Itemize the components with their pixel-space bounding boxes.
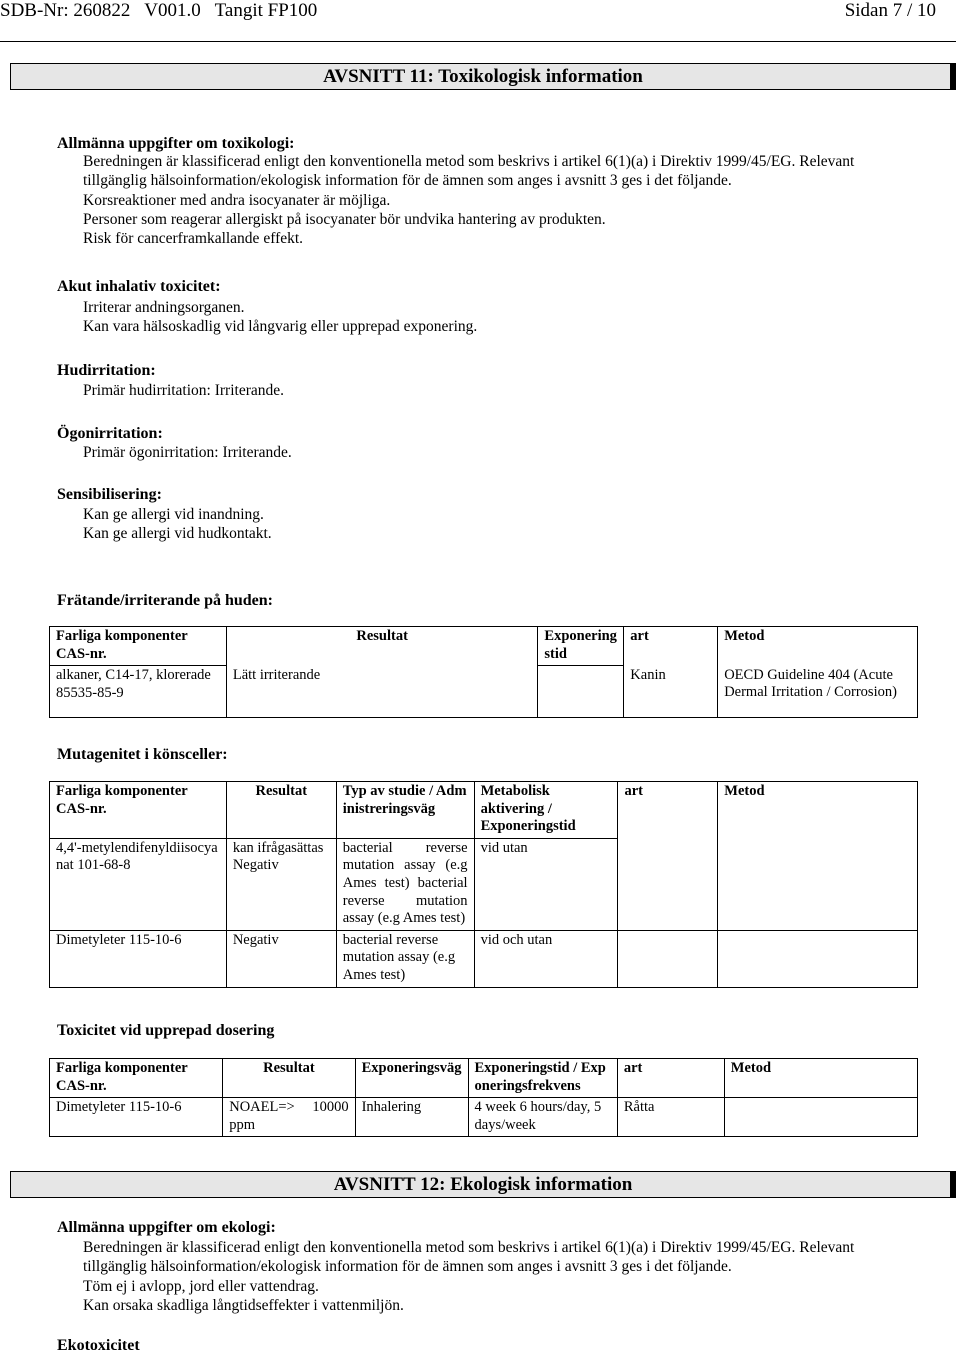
text-line: tillgänglig hälsoinformation/ekologisk information för de ämnen som anges i avsnitt 3 ges i det följande. (83, 172, 732, 190)
header-cell: Resultat (223, 1059, 355, 1098)
text-line: Korsreaktioner med andra isocyanater är möjliga. (83, 191, 391, 209)
table-cell: vid och utan (474, 930, 618, 987)
title-bar-shadow (950, 64, 955, 89)
table-header-row (50, 782, 918, 839)
header-cell: Farliga komponenter CAS-nr. (50, 627, 227, 666)
table-cell: Dimetyleter 115-10-6 (50, 930, 227, 987)
page-number: Sidan 7 / 10 (844, 0, 936, 21)
header-cell: Resultat (226, 627, 538, 666)
table-row (50, 666, 918, 718)
section-12-title: AVSNITT 12: Ekologisk information (333, 1174, 633, 1195)
corrosive-heading: Frätande/irriterande på huden: (57, 592, 273, 609)
text-line: Kan ge allergi vid hudkontakt. (83, 525, 272, 543)
header-cell: Metod (718, 627, 918, 666)
table-cell (724, 1098, 917, 1137)
section-11-title-bar (10, 63, 956, 90)
header-cell: art (617, 1059, 724, 1098)
table-cell: alkaner, C14-17, klorerade 85535-85-9 (50, 666, 227, 718)
section-11-title: AVSNITT 11: Toxikologisk information (323, 66, 643, 87)
header-divider (0, 41, 956, 42)
header-cell: Exponeringstid (538, 627, 624, 666)
text-line: Irriterar andningsorganen. (83, 299, 245, 316)
table-cell: kan ifrågasättas Negativ (226, 838, 336, 930)
header-cell: Metod (724, 1059, 917, 1098)
table-cell: OECD Guideline 404 (Acute Dermal Irritation / Corrosion) (718, 666, 918, 718)
table-row (50, 930, 918, 987)
table-cell (618, 930, 718, 987)
text-line: Primär ögonirritation: Irriterande. (83, 444, 292, 461)
toxicology-general-heading: Allmänna uppgifter om toxikologi: (57, 135, 295, 152)
skin-irritation-heading: Hudirritation: (57, 362, 156, 379)
ecology-general-text (83, 1238, 948, 1315)
text-line: Kan orsaka skadliga långtidseffekter i vattenmiljön. (83, 1296, 404, 1314)
sensitization-heading: Sensibilisering: (57, 486, 162, 503)
repeated-dose-table (49, 1058, 918, 1137)
table-cell: bacterial reverse mutation assay (e.g Ames test) bacterial reverse mutation assay (e.g Ames test) (336, 838, 474, 930)
text-line: Personer som reagerar allergiskt på isocyanater bör undvika hantering av produkten. (83, 210, 606, 228)
repeated-dose-heading: Toxicitet vid upprepad dosering (57, 1022, 275, 1039)
table-cell: bacterial reverse mutation assay (e.g Ames test) (336, 930, 474, 987)
header-cell: Typ av studie / Administreringsväg (336, 782, 474, 839)
ecotoxicity-heading: Ekotoxicitet (57, 1337, 140, 1354)
eye-irritation-text (83, 443, 948, 462)
text-line: Töm ej i avlopp, jord eller vattendrag. (83, 1277, 319, 1295)
text-line: Beredningen är klassificerad enligt den konventionella metod som beskrivs i artikel 6(1)(a) i Direktiv 1999/45/EG. Relevant (83, 153, 855, 170)
table-cell: 4 week 6 hours/day, 5 days/week (468, 1098, 617, 1137)
table-cell (538, 666, 624, 718)
header-cell: Farliga komponenter CAS-nr. (50, 782, 227, 839)
text-line: tillgänglig hälsoinformation/ekologisk information för de ämnen som anges i avsnitt 3 ges i det följande. (83, 1258, 732, 1276)
table-header-row (50, 1059, 918, 1098)
table-cell: vid utan (474, 838, 618, 930)
skin-irritation-text (83, 381, 948, 400)
header-cell: Metabolisk aktivering / Exponeringstid (474, 782, 618, 839)
table-cell (718, 838, 918, 930)
eye-irritation-heading: Ögonirritation: (57, 425, 163, 442)
table-cell: Kanin (624, 666, 718, 718)
header-cell: art (624, 627, 718, 666)
title-bar-shadow (950, 1172, 955, 1197)
text-line: Kan ge allergi vid inandning. (83, 506, 264, 523)
inhalation-toxicity-heading: Akut inhalativ toxicitet: (57, 278, 221, 295)
table-cell: Dimetyleter 115-10-6 (50, 1098, 223, 1137)
document-header: SDB-Nr: 260822 V001.0 Tangit FP100 (0, 0, 318, 21)
mutagenicity-heading: Mutagenitet i könsceller: (57, 746, 228, 763)
text-line: Kan vara hälsoskadlig vid långvarig eller upprepad exponering. (83, 318, 478, 336)
table-row (50, 838, 918, 930)
table-cell: 4,4'-metylendifenyldiisocyanat 101-68-8 (50, 838, 227, 930)
ecology-general-heading: Allmänna uppgifter om ekologi: (57, 1219, 276, 1236)
header-cell: Farliga komponenter CAS-nr. (50, 1059, 223, 1098)
table-cell: NOAEL=> 10000 ppm (223, 1098, 355, 1137)
table-cell: Negativ (226, 930, 336, 987)
text-line: Primär hudirritation: Irriterande. (83, 382, 285, 399)
text-line: Beredningen är klassificerad enligt den konventionella metod som beskrivs i artikel 6(1)(a) i Direktiv 1999/45/EG. Relevant (83, 1239, 855, 1256)
header-cell: Resultat (226, 782, 336, 839)
table-header-row (50, 627, 918, 666)
header-cell: art (618, 782, 718, 839)
section-12-title-bar (10, 1171, 956, 1198)
table-cell: Lätt irriterande (226, 666, 538, 718)
table-cell: Inhalering (355, 1098, 468, 1137)
corrosive-table (49, 626, 918, 718)
header-cell: Metod (718, 782, 918, 839)
inhalation-toxicity-text (83, 298, 948, 337)
header-cell: Exponeringsväg (355, 1059, 468, 1098)
toxicology-general-text (83, 152, 948, 248)
table-cell: Råtta (617, 1098, 724, 1137)
text-line: Risk för cancerframkallande effekt. (83, 230, 304, 248)
sensitization-text (83, 505, 948, 544)
header-cell: Exponeringstid / Exponeringsfrekvens (468, 1059, 617, 1098)
table-cell (618, 838, 718, 930)
table-row (50, 1098, 918, 1137)
table-cell (718, 930, 918, 987)
mutagenicity-table (49, 781, 918, 988)
